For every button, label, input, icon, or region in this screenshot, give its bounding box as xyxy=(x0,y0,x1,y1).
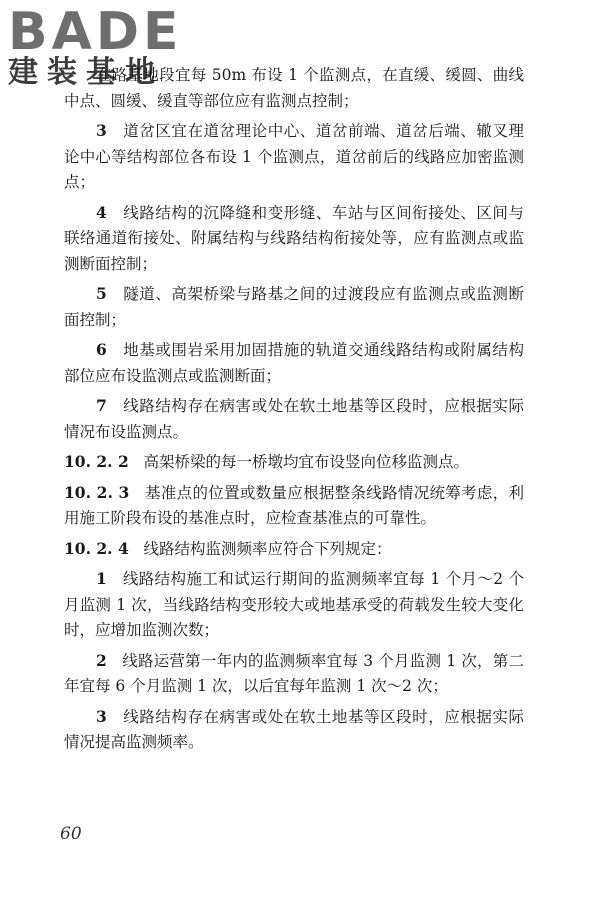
list-item xyxy=(64,566,524,644)
clause xyxy=(64,536,524,563)
item-text: 线路结构施工和试运行期间的监测频率宜每 1 个月～2 个月监测 1 次，当线路结构变形较大或地基承受的荷载发生较大变化时，应增加监测次数； xyxy=(64,570,525,639)
item-number: 5 xyxy=(96,284,107,303)
item-text: 在路基地段宜每 50m 布设 1 个监测点，在直缓、缓圆、曲线中点、圆缓、缓直等部位应有监测点控制； xyxy=(64,66,524,110)
item-text: 地基或围岩采用加固措施的轨道交通线路结构或附属结构部位应布设监测点或监测断面； xyxy=(64,341,524,385)
item-number: 1 xyxy=(96,569,107,588)
list-item xyxy=(64,118,524,196)
item-number: 7 xyxy=(96,396,107,415)
item-text: 线路结构存在病害或处在软土地基等区段时，应根据实际情况布设监测点。 xyxy=(64,397,524,441)
clause-text: 线路结构监测频率应符合下列规定： xyxy=(143,539,392,558)
clause xyxy=(64,449,524,476)
list-item xyxy=(64,62,524,114)
item-text: 线路结构存在病害或处在软土地基等区段时，应根据实际情况提高监测频率。 xyxy=(64,707,524,751)
list-item xyxy=(64,337,524,389)
document-body xyxy=(64,62,524,760)
logo-subtext: 建装基地 xyxy=(8,55,164,90)
clause xyxy=(64,480,524,532)
item-text: 道岔区宜在道岔理论中心、道岔前端、道岔后端、辙叉理论中心等结构部位各布设 1 个监测点，道岔前后的线路应加密监测点； xyxy=(64,122,524,191)
list-item xyxy=(64,281,524,333)
clause-number: 10. 2. 4 xyxy=(64,538,129,558)
item-text: 线路结构的沉降缝和变形缝、车站与区间衔接处、区间与联络通道衔接处、附属结构与线路结构衔接处等，应有监测点或监测断面控制； xyxy=(64,203,524,273)
clause-number: 10. 2. 2 xyxy=(64,452,129,471)
item-number: 2 xyxy=(96,650,107,670)
logo-text: BADE xyxy=(8,2,183,62)
clause-text: 基准点的位置或数量应根据整条线路情况统筹考虑，利用施工阶段布设的基准点时，应检查基准点的可靠性。 xyxy=(64,483,525,527)
item-number: 3 xyxy=(96,121,107,140)
clause-text: 高架桥梁的每一桥墩均宜布设竖向位移监测点。 xyxy=(143,453,470,471)
item-number: 4 xyxy=(96,202,107,222)
list-item xyxy=(64,648,524,700)
list-item xyxy=(64,200,524,278)
item-number: 6 xyxy=(96,340,107,359)
item-text: 隧道、高架桥梁与路基之间的过渡段应有监测点或监测断面控制； xyxy=(64,285,524,329)
page-number: 60 xyxy=(60,824,82,844)
item-text: 线路运营第一年内的监测频率宜每 3 个月监测 1 次，第二年宜每 6 个月监测 1 次，以后宜每年监测 1 次～2 次； xyxy=(64,651,524,695)
list-item xyxy=(64,704,524,756)
clause-number: 10. 2. 3 xyxy=(64,482,130,502)
list-item xyxy=(64,393,524,445)
item-number: 3 xyxy=(96,706,107,726)
